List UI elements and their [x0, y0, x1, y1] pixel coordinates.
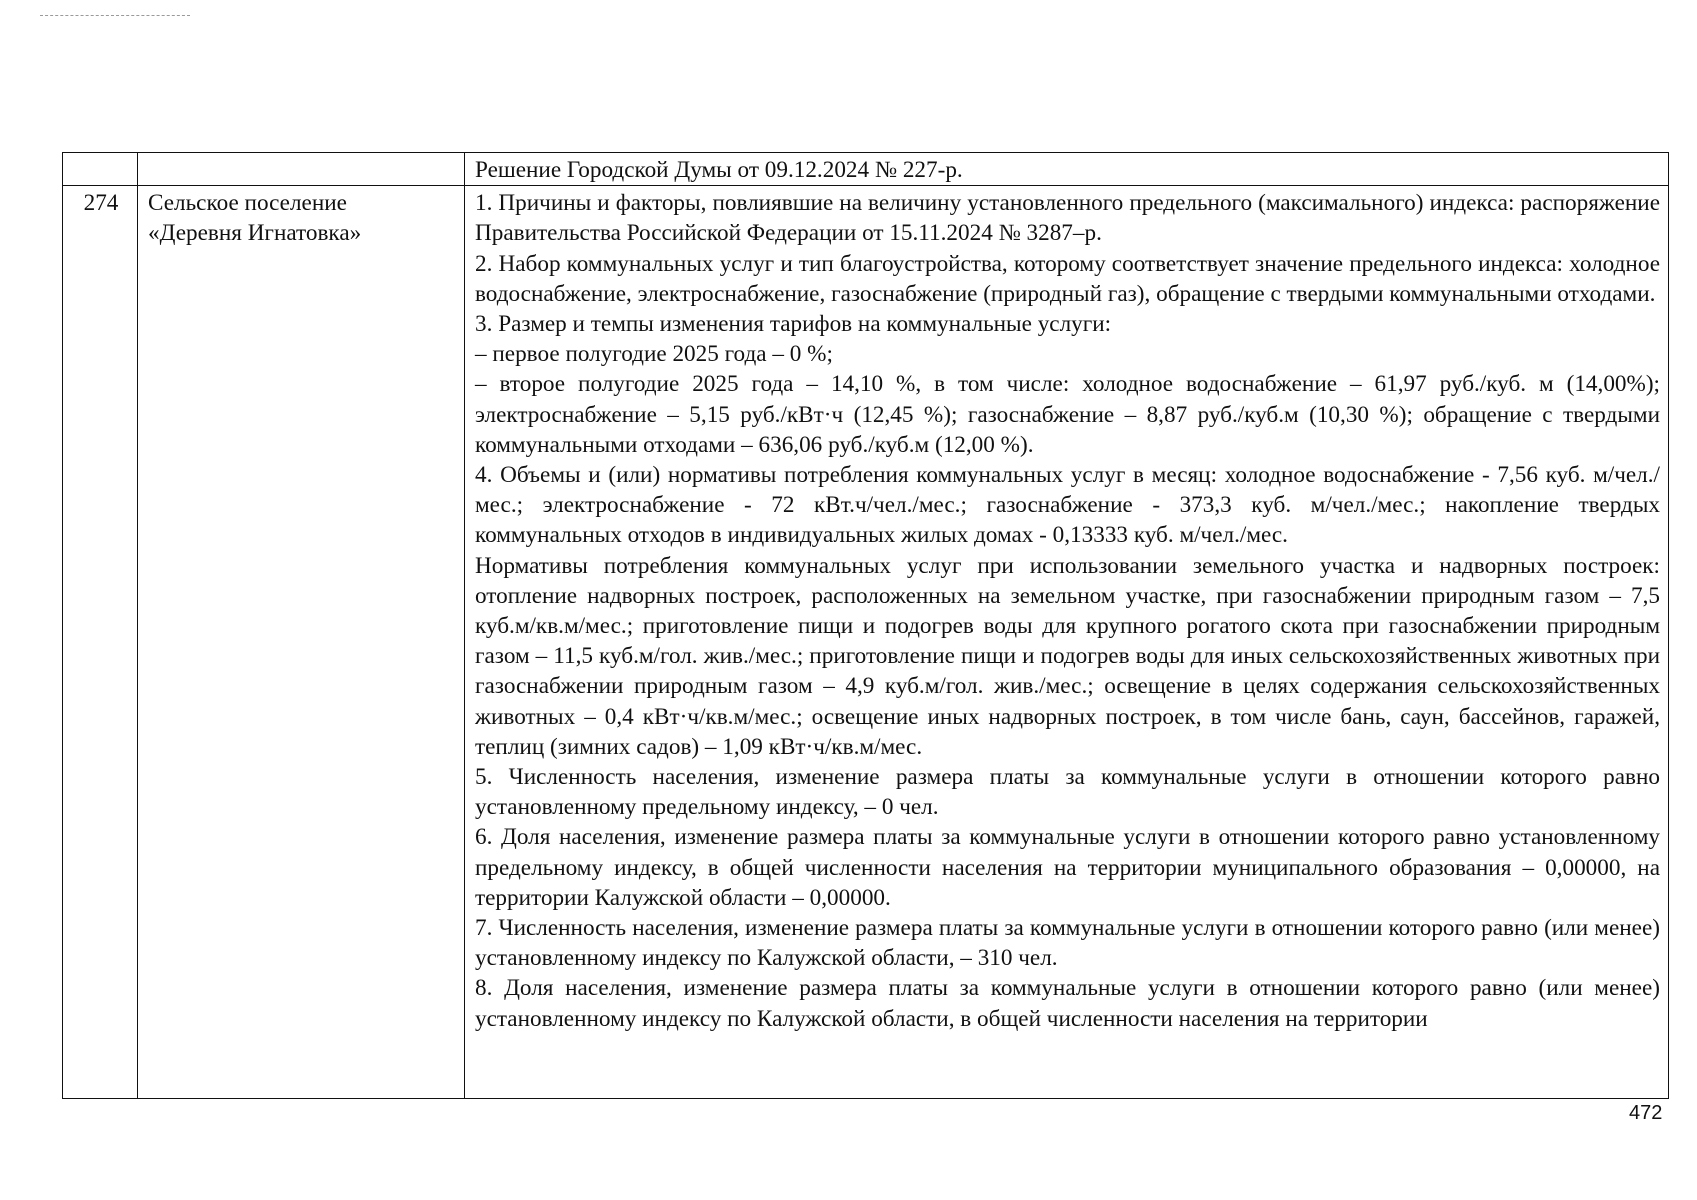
paragraph-3-second-half: – второе полугодие 2025 года – 14,10 %, в том числе: холодное водоснабжение – 61,97 руб./куб. м (14,00%); электроснабжение – 5,15 руб./кВт·ч (12,45 %); газоснабжение – 8,87 руб./куб.м (10,30 %); обращение с твердыми коммунальными отходами – 636,06 руб./куб.м (12,00 %).	[475, 371, 1660, 458]
paragraph-3-first-half: – первое полугодие 2025 года – 0 %;	[475, 341, 833, 368]
settlement-type: Сельское поселение	[148, 190, 347, 217]
paragraph-2: 2. Набор коммунальных услуг и тип благоустройства, которому соответствует значение предельного индекса: холодное водоснабжение, электроснабжение, газоснабжение (природный газ), обращение с твердыми коммунальными отходами.	[475, 250, 1660, 307]
scan-artifact-line	[40, 15, 190, 18]
paragraph-1: 1. Причины и факторы, повлиявшие на величину установленного предельного (максимального) индекса: распоряжение Правительства Российской Федерации от 15.11.2024 № 3287–р.	[475, 190, 1660, 247]
paragraph-3: 3. Размер и темпы изменения тарифов на коммунальные услуги:	[475, 311, 1112, 338]
settlement-name: «Деревня Игнатовка»	[148, 220, 362, 247]
table-row-continuation	[63, 153, 1669, 186]
municipal-index-table	[62, 152, 1669, 1099]
row-number-cell	[63, 153, 138, 186]
row-number-cell: 274	[63, 186, 138, 1099]
paragraph-4-norms: Нормативы потребления коммунальных услуг при использовании земельного участка и надворных построек: отопление надворных построек, расположенных на земельном участке, при газоснабжении природным газом – 7,5 куб.м/кв.м/мес.; приготовление пищи и подогрев воды для крупного рогатого скота при газоснабжении природным газом – 11,5 куб.м/гол. жив./мес.; приготовление пищи и подогрев воды для иных сельскохозяйственных животных при газоснабжении природным газом – 4,9 куб.м/гол. жив./мес.; освещение в целях содержания сельскохозяйственных животных – 0,4 кВт·ч/кв.м/мес.; освещение иных надворных построек, в том числе бань, саун, бассейнов, гаражей, теплиц (зимних садов) – 1,09 кВт·ч/кв.м/мес.	[475, 552, 1660, 760]
paragraph-4: 4. Объемы и (или) нормативы потребления коммунальных услуг в месяц: холодное водоснабжение - 7,56 куб. м/чел./мес.; электроснабжение - 72 кВт.ч/чел./мес.; газоснабжение - 373,3 куб. м/чел./мес.; накопление твердых коммунальных отходов в индивидуальных жилых домах - 0,13333 куб. м/чел./мес.	[475, 462, 1660, 549]
page-number: 472	[1629, 1102, 1663, 1124]
continuation-text: Решение Городской Думы от 09.12.2024 № 227-р.	[475, 157, 963, 183]
paragraph-6: 6. Доля населения, изменение размера платы за коммунальные услуги в отношении которого равно установленному предельному индексу, в общей численности населения на территории муниципального образования – 0,00000, на территории Калужской области – 0,00000.	[475, 824, 1660, 911]
table-row-274	[63, 186, 1669, 1099]
paragraph-5: 5. Численность населения, изменение размера платы за коммунальные услуги в отношении которого равно установленному предельному индексу, – 0 чел.	[475, 764, 1660, 821]
paragraph-8: 8. Доля населения, изменение размера платы за коммунальные услуги в отношении которого равно (или менее) установленному индексу по Калужской области, в общей численности населения на территории	[475, 975, 1660, 1032]
index-details-cell	[465, 186, 1669, 1099]
paragraph-7: 7. Численность населения, изменение размера платы за коммунальные услуги в отношении которого равно (или менее) установленному индексу по Калужской области, – 310 чел.	[475, 915, 1660, 972]
settlement-name-cell	[138, 153, 465, 186]
continuation-text-cell	[465, 153, 1669, 186]
settlement-name-cell	[138, 186, 465, 1099]
